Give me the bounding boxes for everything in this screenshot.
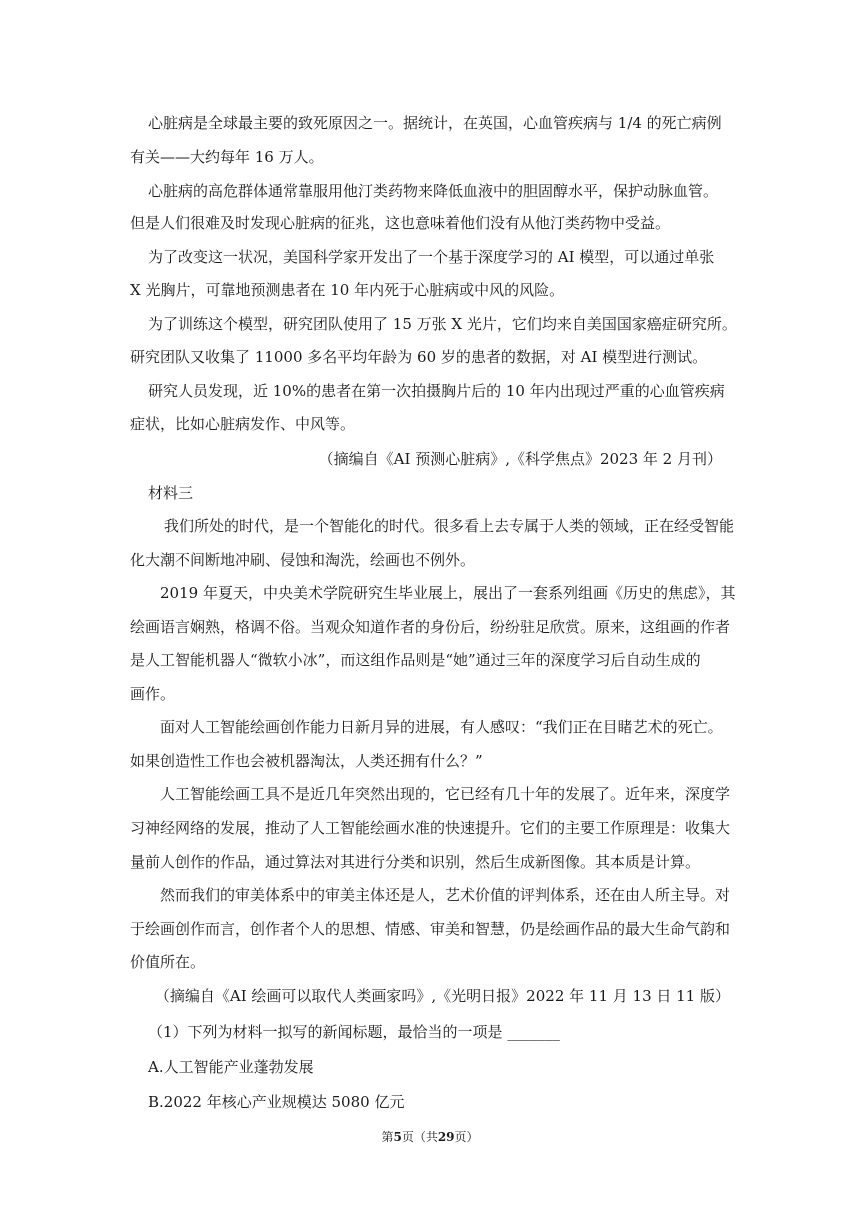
- current-page-number: 5: [393, 1130, 402, 1144]
- paragraph-line: 于绘画创作而言，创作者个人的思想、情感、审美和智慧，仍是绘画作品的最大生命气韵和: [130, 920, 731, 938]
- paragraph-line: 绘画语言娴熟，格调不俗。当观众知道作者的身份后，纷纷驻足欣赏。原来，这组画的作者: [130, 618, 731, 636]
- source-citation: （摘编自《AI 绘画可以取代人类画家吗》,《光明日报》2022 年 11 月 13 日 11 版）: [154, 987, 730, 1005]
- question-stem: （1）下列为材料一拟写的新闻标题，最恰当的一项是 _______: [148, 1023, 560, 1041]
- footer-mid: 页（共: [401, 1130, 438, 1144]
- paragraph-line: 是人工智能机器人“微软小冰”，而这组作品则是“她”通过三年的深度学习后自动生成的: [130, 651, 701, 669]
- footer-suffix: 页）: [454, 1130, 479, 1144]
- paragraph-line: 人工智能绘画工具不是近几年突然出现的，它已经有几十年的发展了。近年来，深度学: [160, 785, 731, 803]
- page-footer: [0, 1128, 860, 1145]
- option-a[interactable]: A.人工智能产业蓬勃发展: [148, 1058, 314, 1076]
- paragraph-line: 如果创造性工作也会被机器淘汰，人类还拥有什么？”: [130, 752, 483, 770]
- paragraph-line: 画作。: [130, 685, 176, 703]
- paragraph-line: 心脏病的高危群体通常靠服用他汀类药物来降低血液中的胆固醇水平，保护动脉血管。: [148, 182, 719, 200]
- paragraph-line: 面对人工智能绘画创作能力日新月异的进展，有人感叹：“我们正在目睹艺术的死亡。: [160, 718, 723, 736]
- paragraph-line: X 光胸片，可靠地预测患者在 10 年内死于心脏病或中风的风险。: [130, 281, 565, 299]
- paragraph-line: 但是人们很难及时发现心脏病的征兆，这也意味着他们没有从他汀类药物中受益。: [130, 214, 671, 232]
- paragraph-line: 有关——大约每年 16 万人。: [130, 148, 324, 166]
- total-page-count: 29: [437, 1130, 455, 1144]
- paragraph-line: 心脏病是全球最主要的致死原因之一。据统计，在英国，心血管疾病与 1/4 的死亡病例: [148, 114, 722, 132]
- paragraph-line: 我们所处的时代，是一个智能化的时代。很多看上去专属于人类的领域，正在经受智能: [164, 517, 735, 535]
- paragraph-line: 为了改变这一状况，美国科学家开发出了一个基于深度学习的 AI 模型，可以通过单张: [148, 248, 715, 266]
- paragraph-line: 2019 年夏天，中央美术学院研究生毕业展上，展出了一套系列组画《历史的焦虑》，其: [160, 584, 736, 602]
- section-heading: 材料三: [148, 484, 194, 502]
- paragraph-line: 价值所在。: [130, 953, 206, 971]
- footer-prefix: 第: [381, 1130, 394, 1144]
- paragraph-line: 习神经网络的发展，推动了人工智能绘画水准的快速提升。它们的主要工作原理是：收集大: [130, 819, 731, 837]
- paragraph-line: 研究团队又收集了 11000 多名平均年龄为 60 岁的患者的数据，对 AI 模型进行测试。: [130, 348, 708, 366]
- source-citation: （摘编自《AI 预测心脏病》,《科学焦点》2023 年 2 月刊）: [318, 450, 722, 468]
- paragraph-line: 症状，比如心脏病发作、中风等。: [130, 415, 356, 433]
- paragraph-line: 为了训练这个模型，研究团队使用了 15 万张 X 光片，它们均来自美国国家癌症研究所。: [148, 315, 737, 333]
- paragraph-line: 化大潮不间断地冲刷、侵蚀和淘洗，绘画也不例外。: [130, 551, 476, 569]
- paragraph-line: 然而我们的审美体系中的审美主体还是人，艺术价值的评判体系，还在由人所主导。对: [160, 886, 731, 904]
- paragraph-line: 量前人创作的作品，通过算法对其进行分类和识别，然后生成新图像。其本质是计算。: [130, 853, 701, 871]
- option-b[interactable]: B.2022 年核心产业规模达 5080 亿元: [148, 1093, 405, 1111]
- paragraph-line: 研究人员发现，近 10%的患者在第一次拍摄胸片后的 10 年内出现过严重的心血管疾病: [148, 382, 725, 400]
